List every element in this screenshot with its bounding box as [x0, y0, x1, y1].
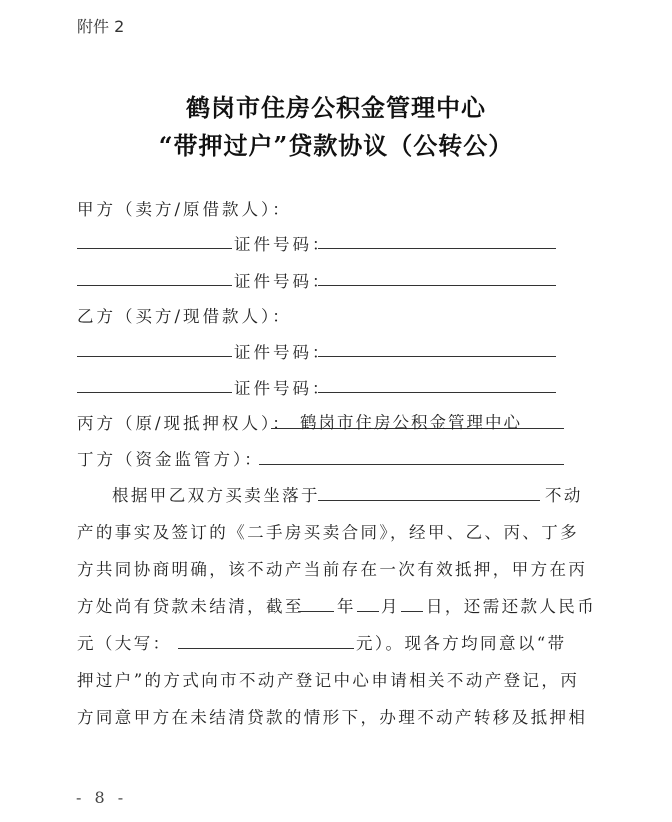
- party-b-name-2-field[interactable]: [77, 392, 232, 393]
- attachment-label: 附件 2: [77, 17, 125, 36]
- year-field[interactable]: [298, 611, 334, 612]
- paragraph-line-6: 押过户”的方式向市不动产登记中心申请相关不动产登记，丙: [77, 671, 580, 690]
- party-a-name-1-field[interactable]: [77, 248, 232, 249]
- amount-in-words-field[interactable]: [178, 648, 354, 649]
- party-d-field[interactable]: [259, 464, 564, 465]
- paragraph-line-7: 方同意甲方在未结清贷款的情形下，办理不动产转移及抵押相: [77, 708, 588, 727]
- property-location-field[interactable]: [318, 500, 540, 501]
- id-number-label: 证件号码：: [234, 379, 332, 398]
- paragraph-line-3: 方共同协商明确，该不动产当前存在一次有效抵押，甲方在丙: [77, 560, 588, 579]
- paragraph-line-5-start: 元（大写：: [77, 634, 172, 653]
- paragraph-line-5-end: 元）。现各方均同意以“带: [356, 634, 567, 653]
- party-c-value: 鹤岗市住房公积金管理中心: [300, 413, 522, 432]
- id-number-label: 证件号码：: [234, 235, 332, 254]
- paragraph-line-1-end: 不动: [545, 486, 583, 505]
- paragraph-line-2: 产的事实及签订的《二手房买卖合同》，经甲、乙、丙、丁多: [77, 523, 580, 542]
- document-title-line1: 鹤岗市住房公积金管理中心: [186, 93, 486, 122]
- party-c-label: 丙方（原/现抵押权人）：: [77, 414, 292, 433]
- month-label: 月: [381, 597, 400, 616]
- id-number-label: 证件号码：: [234, 343, 332, 362]
- id-number-label: 证件号码：: [234, 272, 332, 291]
- day-field[interactable]: [401, 611, 423, 612]
- party-a-name-2-field[interactable]: [77, 285, 232, 286]
- document-title-line2: “带押过户”贷款协议（公转公）: [158, 131, 514, 160]
- party-d-label: 丁方（资金监管方）：: [77, 450, 264, 469]
- party-b-name-1-field[interactable]: [77, 356, 232, 357]
- party-a-id-2-field[interactable]: [318, 285, 556, 286]
- year-label: 年: [337, 597, 356, 616]
- page-number: - 8 -: [76, 788, 128, 807]
- party-b-label: 乙方（买方/现借款人）：: [77, 307, 292, 326]
- month-field[interactable]: [357, 611, 379, 612]
- party-a-id-1-field[interactable]: [318, 248, 556, 249]
- paragraph-line-4-start: 方处尚有贷款未结清，截至: [77, 597, 304, 616]
- paragraph-line-4-end: 日，还需还款人民币: [426, 597, 597, 616]
- party-a-label: 甲方（卖方/原借款人）：: [77, 200, 292, 219]
- party-b-id-1-field[interactable]: [318, 356, 556, 357]
- paragraph-line-1-start: 根据甲乙双方买卖坐落于: [112, 486, 320, 505]
- party-b-id-2-field[interactable]: [318, 392, 556, 393]
